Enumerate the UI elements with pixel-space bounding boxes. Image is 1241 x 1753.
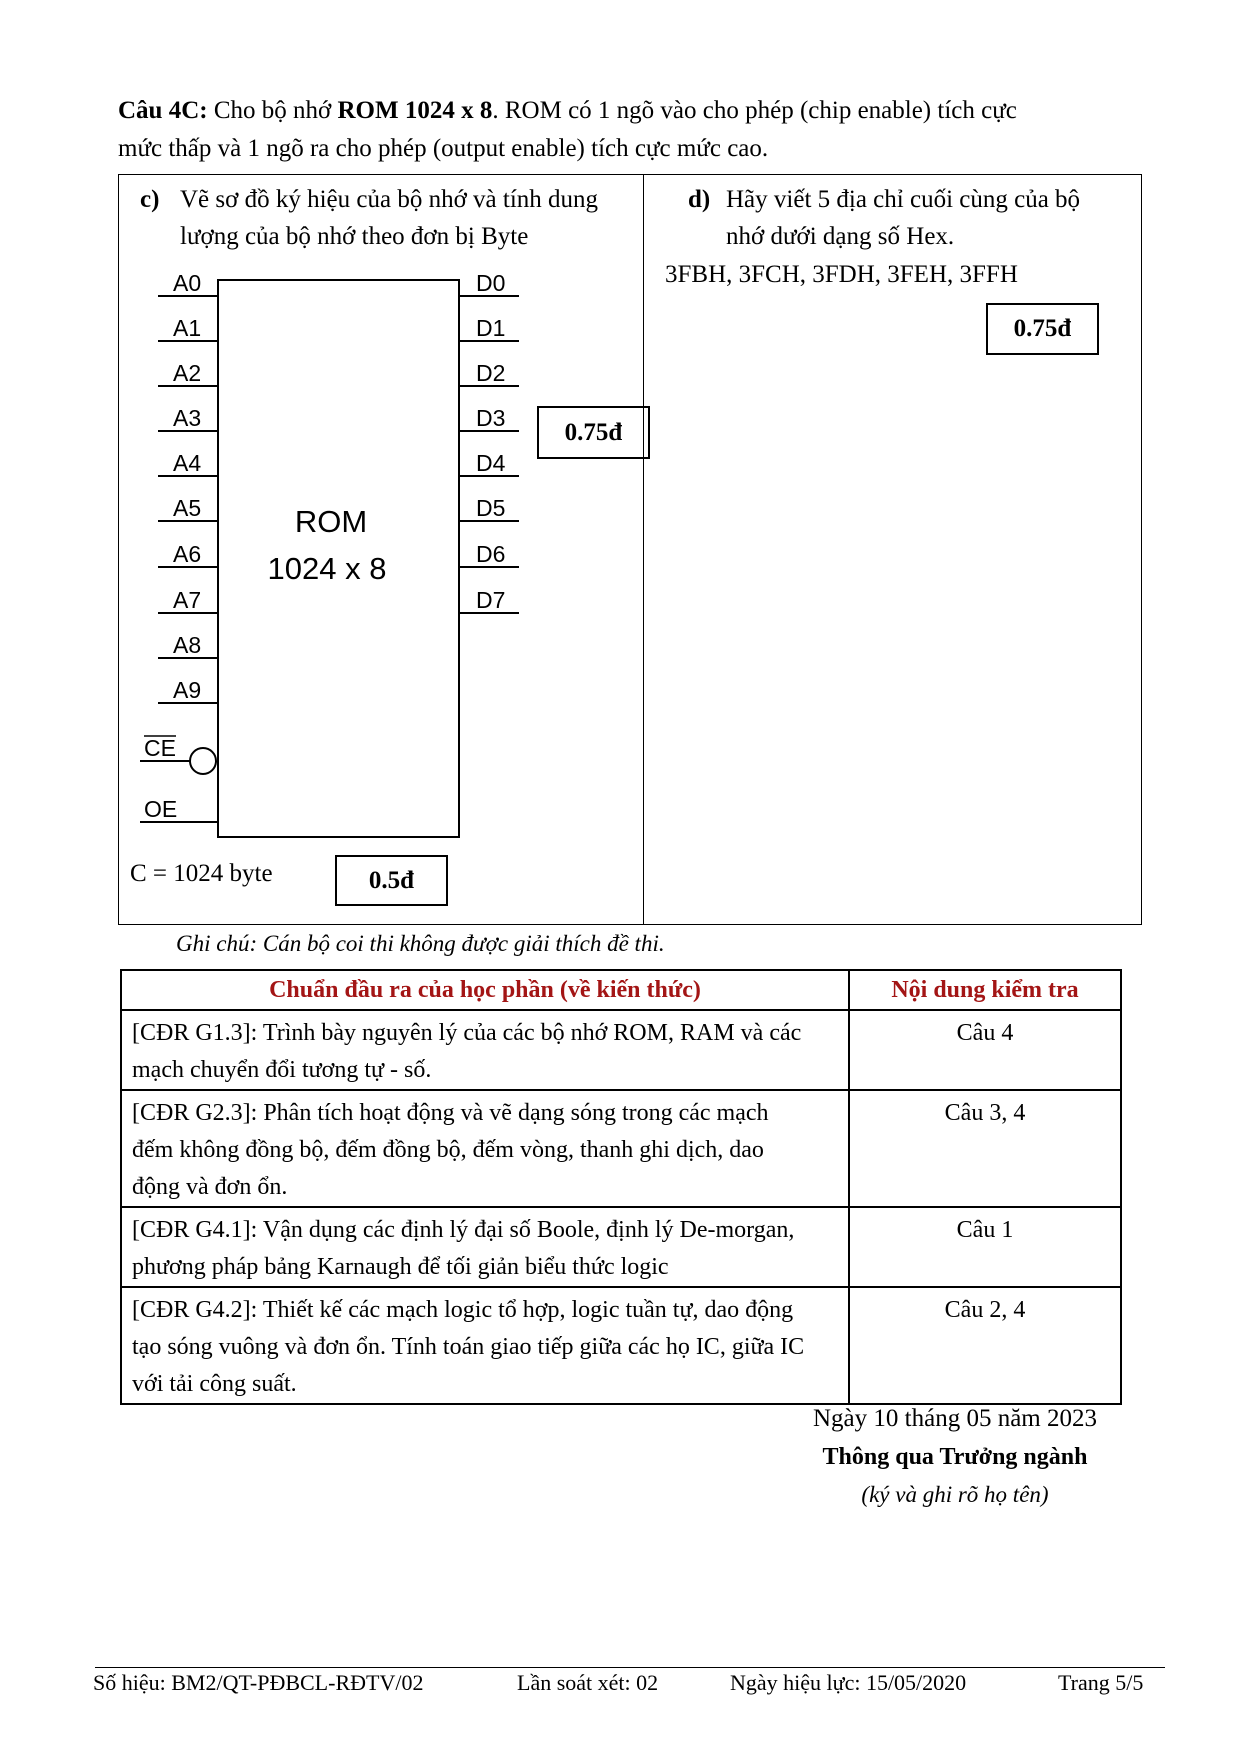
part-d-line-2: nhớ dưới dạng số Hex. bbox=[726, 223, 955, 250]
data-pin-label: D0 bbox=[476, 270, 506, 296]
content-cell: Câu 1 bbox=[849, 1207, 1121, 1287]
oe-pin-label: OE bbox=[144, 796, 178, 822]
outcome-line: [CĐR G4.2]: Thiết kế các mạch logic tổ hợp, logic tuần tự, dao động bbox=[132, 1297, 794, 1323]
address-pin-label: A6 bbox=[173, 541, 202, 567]
capacity-answer: C = 1024 byte bbox=[130, 860, 273, 887]
footer-divider bbox=[95, 1667, 1165, 1668]
data-pin-label: D6 bbox=[476, 541, 506, 567]
data-pin-label: D3 bbox=[476, 405, 506, 431]
question-rom-spec: ROM 1024 x 8 bbox=[337, 97, 493, 124]
outcome-line: mạch chuyển đổi tương tự - số. bbox=[132, 1057, 432, 1083]
data-pin-label: D4 bbox=[476, 450, 506, 476]
table-row bbox=[121, 1090, 1121, 1207]
data-pin-label: D7 bbox=[476, 587, 506, 613]
part-d-line-1: Hãy viết 5 địa chỉ cuối cùng của bộ bbox=[726, 186, 1081, 213]
question-text-2: . ROM có 1 ngõ vào cho phép (chip enable) tích cực bbox=[492, 97, 1017, 124]
ce-inversion-bubble bbox=[190, 748, 216, 774]
score-box-capacity: 0.5đ bbox=[335, 855, 448, 906]
question-label: Câu 4C: bbox=[118, 97, 208, 124]
score-box-part-d: 0.75đ bbox=[986, 303, 1099, 355]
part-d-answer: 3FBH, 3FCH, 3FDH, 3FEH, 3FFH bbox=[665, 261, 1018, 288]
table-header: Chuẩn đầu ra của học phần (về kiến thức) bbox=[121, 970, 849, 1010]
table-row bbox=[121, 1287, 1121, 1404]
rom-diagram bbox=[140, 262, 540, 842]
content-cell: Câu 3, 4 bbox=[849, 1090, 1121, 1207]
signature-title: Thông qua Trưởng ngành bbox=[822, 1444, 1088, 1470]
address-pin-label: A5 bbox=[173, 495, 202, 521]
outcome-line: phương pháp bảng Karnaugh để tối giản biểu thức logic bbox=[132, 1254, 669, 1280]
outcome-line: [CĐR G2.3]: Phân tích hoạt động và vẽ dạng sóng trong các mạch bbox=[132, 1100, 769, 1126]
score-box-diagram: 0.75đ bbox=[537, 406, 650, 459]
part-d-label: d) bbox=[688, 186, 711, 213]
part-c-label: c) bbox=[140, 186, 160, 213]
answer-grid-divider bbox=[643, 174, 644, 925]
outcome-line: [CĐR G4.1]: Vận dụng các định lý đại số Boole, định lý De-morgan, bbox=[132, 1217, 795, 1243]
question-line-2: mức thấp và 1 ngõ ra cho phép (output enable) tích cực mức cao. bbox=[118, 135, 769, 162]
table-row bbox=[121, 1010, 1121, 1090]
question-line-1 bbox=[118, 92, 1017, 130]
address-pin-label: A1 bbox=[173, 315, 202, 341]
outcome-cell bbox=[121, 1287, 849, 1404]
footer-effective-date: Ngày hiệu lực: 15/05/2020 bbox=[730, 1670, 967, 1695]
address-pin-label: A2 bbox=[173, 360, 202, 386]
address-pin-label: A8 bbox=[173, 632, 202, 658]
outcome-cell bbox=[121, 1010, 849, 1090]
data-pin-label: D2 bbox=[476, 360, 506, 386]
exam-note: Ghi chú: Cán bộ coi thi không được giải thích đề thi. bbox=[176, 931, 665, 956]
outcome-line: đếm không đồng bộ, đếm đồng bộ, đếm vòng, thanh ghi dịch, dao bbox=[132, 1137, 764, 1163]
outcome-cell bbox=[121, 1207, 849, 1287]
address-pin-label: A9 bbox=[173, 677, 202, 703]
outcome-line: tạo sóng vuông và đơn ổn. Tính toán giao tiếp giữa các họ IC, giữa IC bbox=[132, 1334, 805, 1360]
data-pin-label: D1 bbox=[476, 315, 506, 341]
outcome-line: với tải công suất. bbox=[132, 1371, 297, 1397]
footer-page-number: Trang 5/5 bbox=[1058, 1670, 1144, 1695]
address-pin-label: A0 bbox=[173, 270, 202, 296]
data-pin-label: D5 bbox=[476, 495, 506, 521]
part-c-line-2: lượng của bộ nhớ theo đơn bị Byte bbox=[180, 223, 529, 250]
footer-doc-code: Số hiệu: BM2/QT-PĐBCL-RĐTV/02 bbox=[93, 1670, 424, 1695]
signature-note: (ký và ghi rõ họ tên) bbox=[861, 1482, 1049, 1507]
table-row bbox=[121, 1207, 1121, 1287]
content-cell: Câu 2, 4 bbox=[849, 1287, 1121, 1404]
outcome-cell bbox=[121, 1090, 849, 1207]
signature-date: Ngày 10 tháng 05 năm 2023 bbox=[813, 1405, 1097, 1432]
question-text-1: Cho bộ nhớ bbox=[207, 97, 338, 124]
rom-chip-title: ROM bbox=[294, 504, 368, 539]
learning-outcomes-table bbox=[120, 969, 1122, 1405]
outcome-line: [CĐR G1.3]: Trình bày nguyên lý của các bộ nhớ ROM, RAM và các bbox=[132, 1020, 802, 1046]
outcome-line: động và đơn ổn. bbox=[132, 1174, 288, 1200]
rom-chip-size: 1024 x 8 bbox=[267, 551, 387, 586]
footer-revision: Lần soát xét: 02 bbox=[517, 1670, 659, 1695]
address-pin-label: A7 bbox=[173, 587, 202, 613]
ce-pin-label: CE bbox=[144, 735, 176, 761]
table-header-row bbox=[121, 970, 1121, 1010]
address-pin-label: A3 bbox=[173, 405, 202, 431]
part-c-line-1: Vẽ sơ đồ ký hiệu của bộ nhớ và tính dung bbox=[180, 186, 599, 213]
table-header: Nội dung kiểm tra bbox=[849, 970, 1121, 1010]
address-pin-label: A4 bbox=[173, 450, 202, 476]
content-cell: Câu 4 bbox=[849, 1010, 1121, 1090]
